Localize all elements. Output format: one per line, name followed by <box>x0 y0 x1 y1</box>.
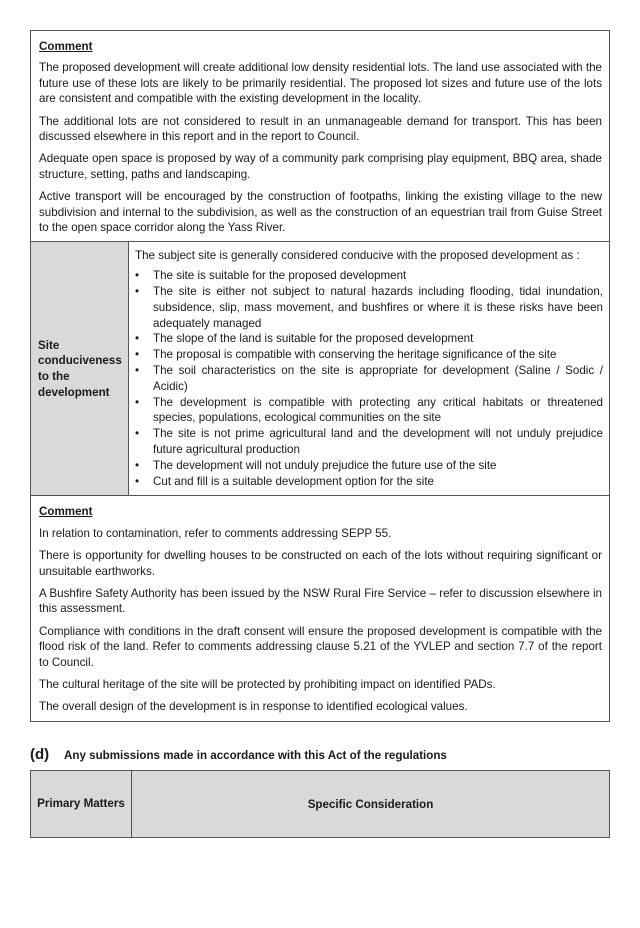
comment-paragraph: A Bushfire Safety Authority has been issued by the NSW Rural Fire Service – refer to discussion elsewhere in this assessment. <box>39 587 602 616</box>
list-item: • The proposal is compatible with conserving the heritage significance of the site <box>135 347 603 363</box>
comment-paragraph: Adequate open space is proposed by way of a community park comprising play equipment, BBQ area, shade structure, setting, paths and landscaping. <box>39 152 602 181</box>
list-item: • The site is either not subject to natural hazards including flooding, tidal inundation, subsidence, slip, mass movement, and bushfires or where it is these risks have been adequately managed <box>135 284 603 331</box>
column-header-primary-matters: Primary Matters <box>31 771 132 837</box>
list-item: • The development will not unduly prejudice the future use of the site <box>135 458 603 474</box>
comment-paragraph: Compliance with conditions in the draft consent will ensure the proposed development is compatible with the flood risk of the land. Refer to comments addressing clause 5.21 of the YVLEP and section 7.7 of the report to Council. <box>39 624 602 669</box>
section-letter: (d) <box>30 746 50 763</box>
comment-paragraph: The proposed development will create additional low density residential lots. The land use associated with the future use of these lots are likely to be primarily residential. The proposed lot sizes and future use of the lots are consistent and compatible with the existing development in the locality. <box>39 61 602 106</box>
comment-paragraph: The overall design of the development is in response to identified ecological values. <box>39 700 468 714</box>
section-title: Any submissions made in accordance with this Act of the regulations <box>64 749 447 762</box>
comment-heading: Comment <box>39 40 93 53</box>
comment-block-2 <box>30 495 610 721</box>
list-item: • The site is not prime agricultural land and the development will not unduly prejudice future agricultural production <box>135 426 603 458</box>
list-item: • The development is compatible with protecting any critical habitats or threatened species, populations, ecological communities on the site <box>135 395 603 427</box>
comment-block-1 <box>30 30 610 241</box>
site-conduciveness-row <box>30 241 610 495</box>
row-label: Site conduciveness to the development <box>31 242 129 495</box>
row-content <box>129 242 609 495</box>
comment-paragraph: The additional lots are not considered to result in an unmanageable demand for transport. This has been discussed elsewhere in this report and in the report to Council. <box>39 114 602 144</box>
section-d-heading <box>30 746 447 763</box>
row-intro: The subject site is generally considered conducive with the proposed development as : <box>135 249 580 263</box>
list-item: • The slope of the land is suitable for the proposed development <box>135 331 603 347</box>
considerations-table-header <box>30 770 610 838</box>
list-item: • The site is suitable for the proposed development <box>135 268 603 284</box>
comment-paragraph: In relation to contamination, refer to comments addressing SEPP 55. <box>39 526 392 540</box>
comment-paragraph: Active transport will be encouraged by the construction of footpaths, linking the existing village to the new subdivision and internal to the subdivision, as well as the construction of an equestrian trail from Guise Street to the open space corridor along the Yass River. <box>39 190 602 235</box>
comment-paragraph: There is opportunity for dwelling houses to be constructed on each of the lots without requiring significant or unsuitable earthworks. <box>39 549 602 578</box>
list-item: • The soil characteristics on the site is appropriate for development (Saline / Sodic / Acidic) <box>135 363 603 395</box>
criteria-list <box>135 268 603 489</box>
column-header-specific-consideration: Specific Consideration <box>307 797 434 811</box>
assessment-table <box>30 30 610 722</box>
comment-paragraph: The cultural heritage of the site will be protected by prohibiting impact on identified PADs. <box>39 678 496 692</box>
comment-heading: Comment <box>39 505 93 519</box>
list-item: • Cut and fill is a suitable development option for the site <box>135 474 603 490</box>
